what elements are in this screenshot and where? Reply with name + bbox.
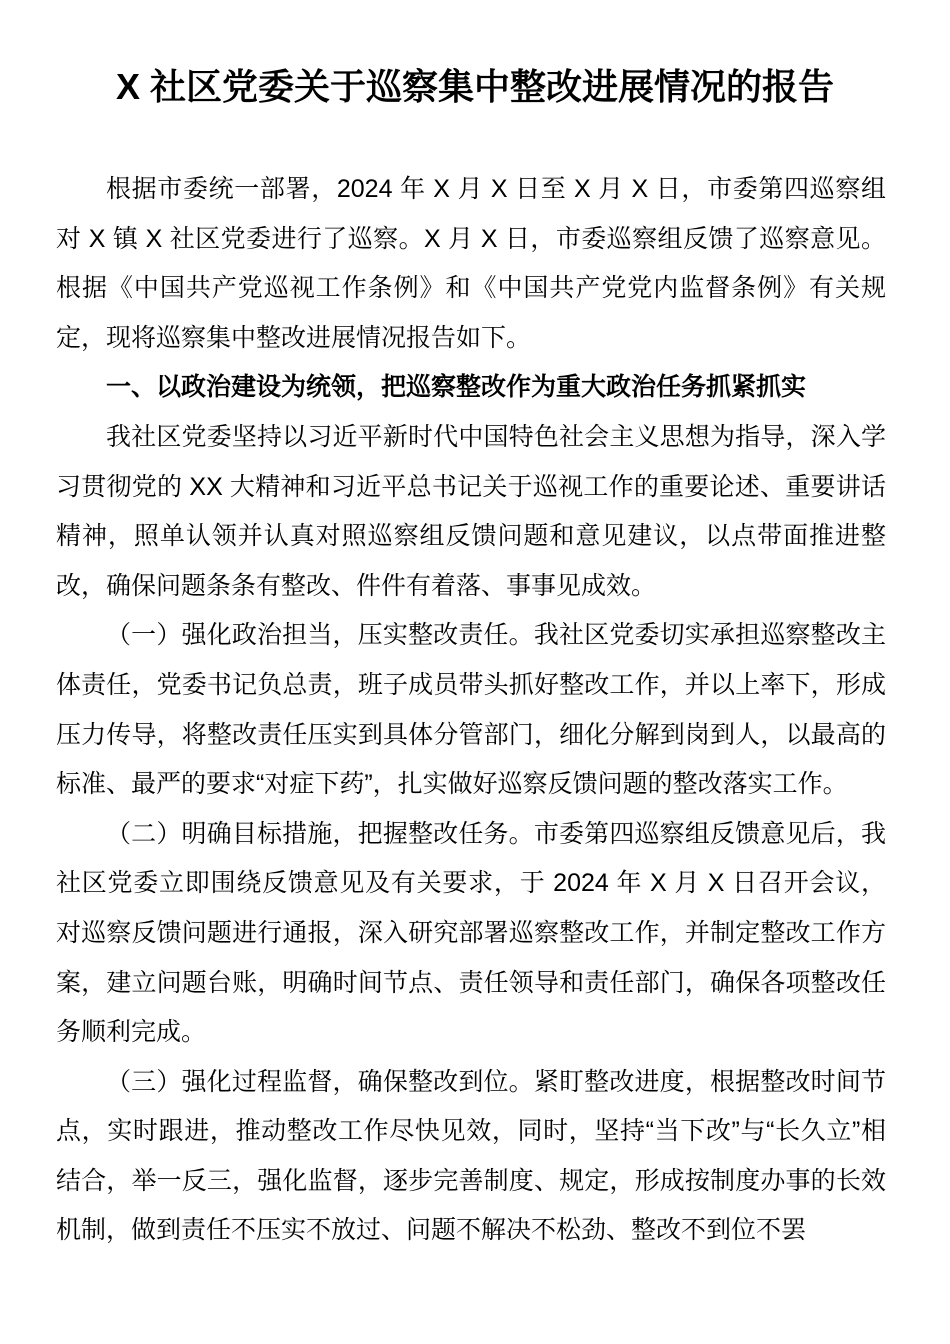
document-title: X 社区党委关于巡察集中整改进展情况的报告	[115, 66, 834, 107]
body-paragraph: （二）明确目标措施，把握整改任务。市委第四巡察组反馈意见后，我社区党委立即围绕反馈意见及有关要求，于 2024 年 X 月 X 日召开会议，对巡察反馈问题进行通报，深入研究部署巡察整改工作，并制定整改工作方案，建立问题台账，明确时间节点、责任领导和责任部门，确保各项整改任务顺利完成。	[56, 819, 886, 1047]
body-paragraph: 根据市委统一部署，2024 年 X 月 X 日至 X 月 X 日，市委第四巡察组对 X 镇 X 社区党委进行了巡察。X 月 X 日，市委巡察组反馈了巡察意见。根据《中国共产党巡视工作条例》和《中国共产党党内监督条例》有关规定，现将巡察集中整改进展情况报告如下。	[56, 175, 886, 352]
body-paragraph: （三）强化过程监督，确保整改到位。紧盯整改进度，根据整改时间节点，实时跟进，推动整改工作尽快见效，同时，坚持“当下改”与“长久立”相结合，举一反三，强化监督，逐步完善制度、规定，形成按制度办事的长效机制，做到责任不压实不放过、问题不解决不松劲、整改不到位不罢	[56, 1067, 886, 1245]
body-paragraph: 我社区党委坚持以习近平新时代中国特色社会主义思想为指导，深入学习贯彻党的 XX 大精神和习近平总书记关于巡视工作的重要论述、重要讲话精神，照单认领并认真对照巡察组反馈问题和意见建议，以点带面推进整改，确保问题条条有整改、件件有着落、事事见成效。	[56, 422, 886, 600]
document-body	[56, 165, 886, 1256]
body-paragraph: （一）强化政治担当，压实整改责任。我社区党委切实承担巡察整改主体责任，党委书记负总责，班子成员带头抓好整改工作，并以上率下，形成压力传导，将整改责任压实到具体分管部门，细化分解到岗到人，以最高的标准、最严的要求“对症下药”，扎实做好巡察反馈问题的整改落实工作。	[56, 621, 886, 799]
section-heading: 一、以政治建设为统领，把巡察整改作为重大政治任务抓紧抓实	[106, 373, 807, 402]
